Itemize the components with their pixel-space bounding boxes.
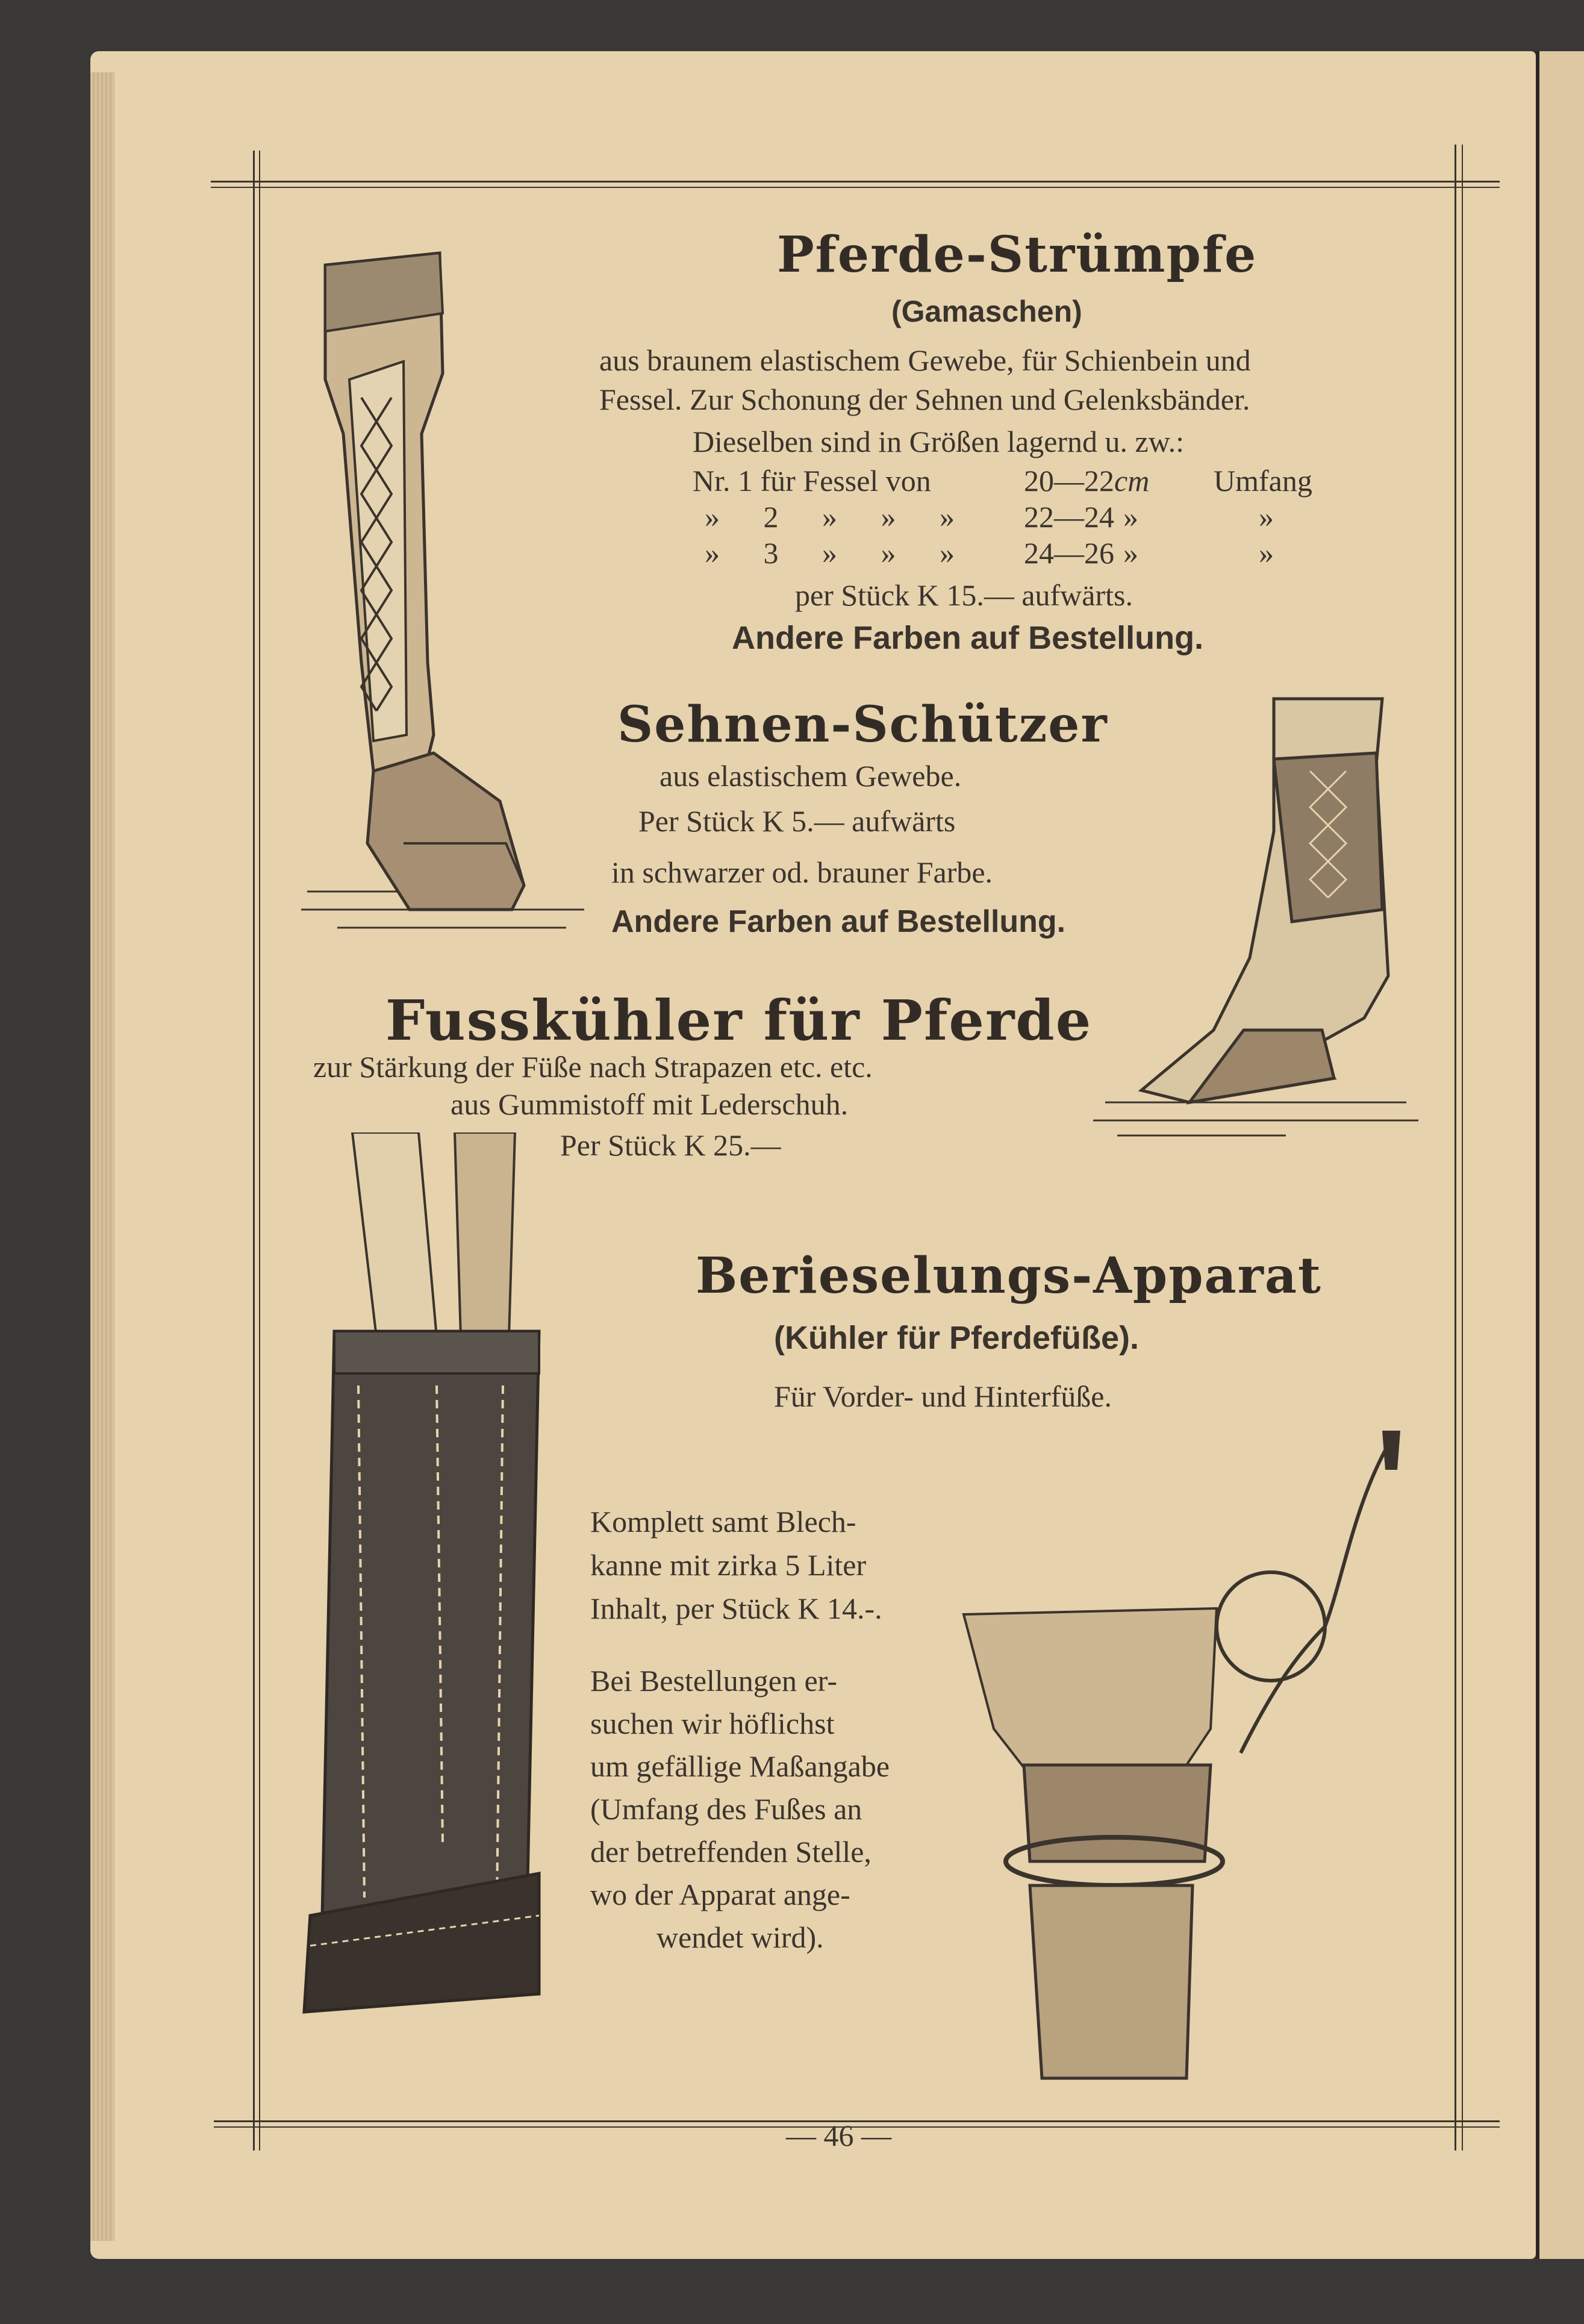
berieselung-para1-line: Komplett samt Blech- (590, 1505, 856, 1538)
size-row-unit: » (1123, 500, 1138, 534)
size-row-label: » (1259, 536, 1274, 570)
berieselung-para2 (590, 1660, 890, 1959)
irrigation-apparatus-illustration (958, 1428, 1415, 2090)
fusskuehler-title: Fusskühler für Pferde (385, 988, 1093, 1053)
page-number: — 46 — (786, 2119, 891, 2152)
size-row-unit: » (1123, 536, 1138, 570)
berieselung-line1: Für Vorder- und Hinterfüße. (774, 1379, 1112, 1413)
size-row-nr: Nr. 1 für Fessel von (693, 464, 931, 498)
berieselung-para2-line: um gefällige Maßangabe (590, 1749, 890, 1783)
sehnen-schuetzer-price: Per Stück K 5.— aufwärts (638, 804, 956, 838)
foot-cooler-illustration (298, 1132, 551, 2036)
berieselung-para2-line: (Umfang des Fußes an (590, 1792, 862, 1826)
berieselung-para2-line: wo der Apparat ange- (590, 1878, 850, 1911)
fusskuehler-price: Per Stück K 25.— (560, 1128, 781, 1162)
sehnen-schuetzer-line3: in schwarzer od. brauner Farbe. (611, 855, 993, 889)
size-row-range: 20—22 (1024, 464, 1114, 498)
size-row-range: 22—24 (1024, 500, 1114, 534)
size-row-nr: » 3 » » » (705, 536, 955, 570)
berieselung-para2-line: der betreffenden Stelle, (590, 1835, 872, 1869)
tendon-protector-illustration (1093, 693, 1418, 1139)
berieselung-para1-line: Inhalt, per Stück K 14.-. (590, 1592, 882, 1625)
berieselung-title: Berieselungs-Apparat (696, 1247, 1322, 1305)
berieselung-para1-line: kanne mit zirka 5 Liter (590, 1548, 867, 1582)
pferde-struempfe-desc-line3: Dieselben sind in Größen lagernd u. zw.: (693, 425, 1184, 458)
pferde-struempfe-subtitle: (Gamaschen) (891, 295, 1082, 328)
pferde-struempfe-note: Andere Farben auf Bestellung. (732, 620, 1204, 656)
fusskuehler-line1: zur Stärkung der Füße nach Strapazen etc. etc. (313, 1050, 873, 1084)
frame-top-rule-inner (211, 187, 1500, 188)
size-row-nr: » 2 » » » (705, 500, 955, 534)
sehnen-schuetzer-note: Andere Farben auf Bestellung. (611, 904, 1066, 939)
berieselung-para2-line: Bei Bestellungen er- (590, 1664, 837, 1698)
adjacent-page-edge (1536, 51, 1584, 2259)
page-stack-edge (90, 72, 114, 2241)
size-row-label: Umfang (1214, 464, 1312, 498)
berieselung-para2-line: wendet wird). (656, 1920, 824, 1954)
frame-right-rule-inner (1462, 145, 1463, 2151)
berieselung-para2-line: suchen wir höflichst (590, 1707, 835, 1740)
fusskuehler-line2: aus Gummistoff mit Lederschuh. (451, 1087, 849, 1121)
berieselung-para1 (590, 1500, 882, 1630)
berieselung-subtitle: (Kühler für Pferdefüße). (774, 1320, 1140, 1356)
horse-stocking-illustration (301, 241, 590, 940)
frame-left-rule (253, 151, 255, 2151)
pferde-struempfe-desc-line1: aus braunem elastischem Gewebe, für Schienbein und (599, 343, 1251, 377)
size-row-label: » (1259, 500, 1274, 534)
sehnen-schuetzer-line1: aus elastischem Gewebe. (659, 759, 962, 793)
frame-left-rule-inner (259, 151, 260, 2151)
pferde-struempfe-title: Pferde-Strümpfe (777, 226, 1258, 284)
sehnen-schuetzer-title: Sehnen-Schützer (617, 696, 1108, 754)
size-row-unit: cm (1114, 464, 1150, 498)
size-row-range: 24—26 (1024, 536, 1114, 570)
frame-top-rule (211, 181, 1500, 183)
pferde-struempfe-price: per Stück K 15.— aufwärts. (795, 578, 1133, 612)
pferde-struempfe-desc-line2: Fessel. Zur Schonung der Sehnen und Gelenksbänder. (599, 383, 1250, 416)
frame-right-rule (1455, 145, 1456, 2151)
